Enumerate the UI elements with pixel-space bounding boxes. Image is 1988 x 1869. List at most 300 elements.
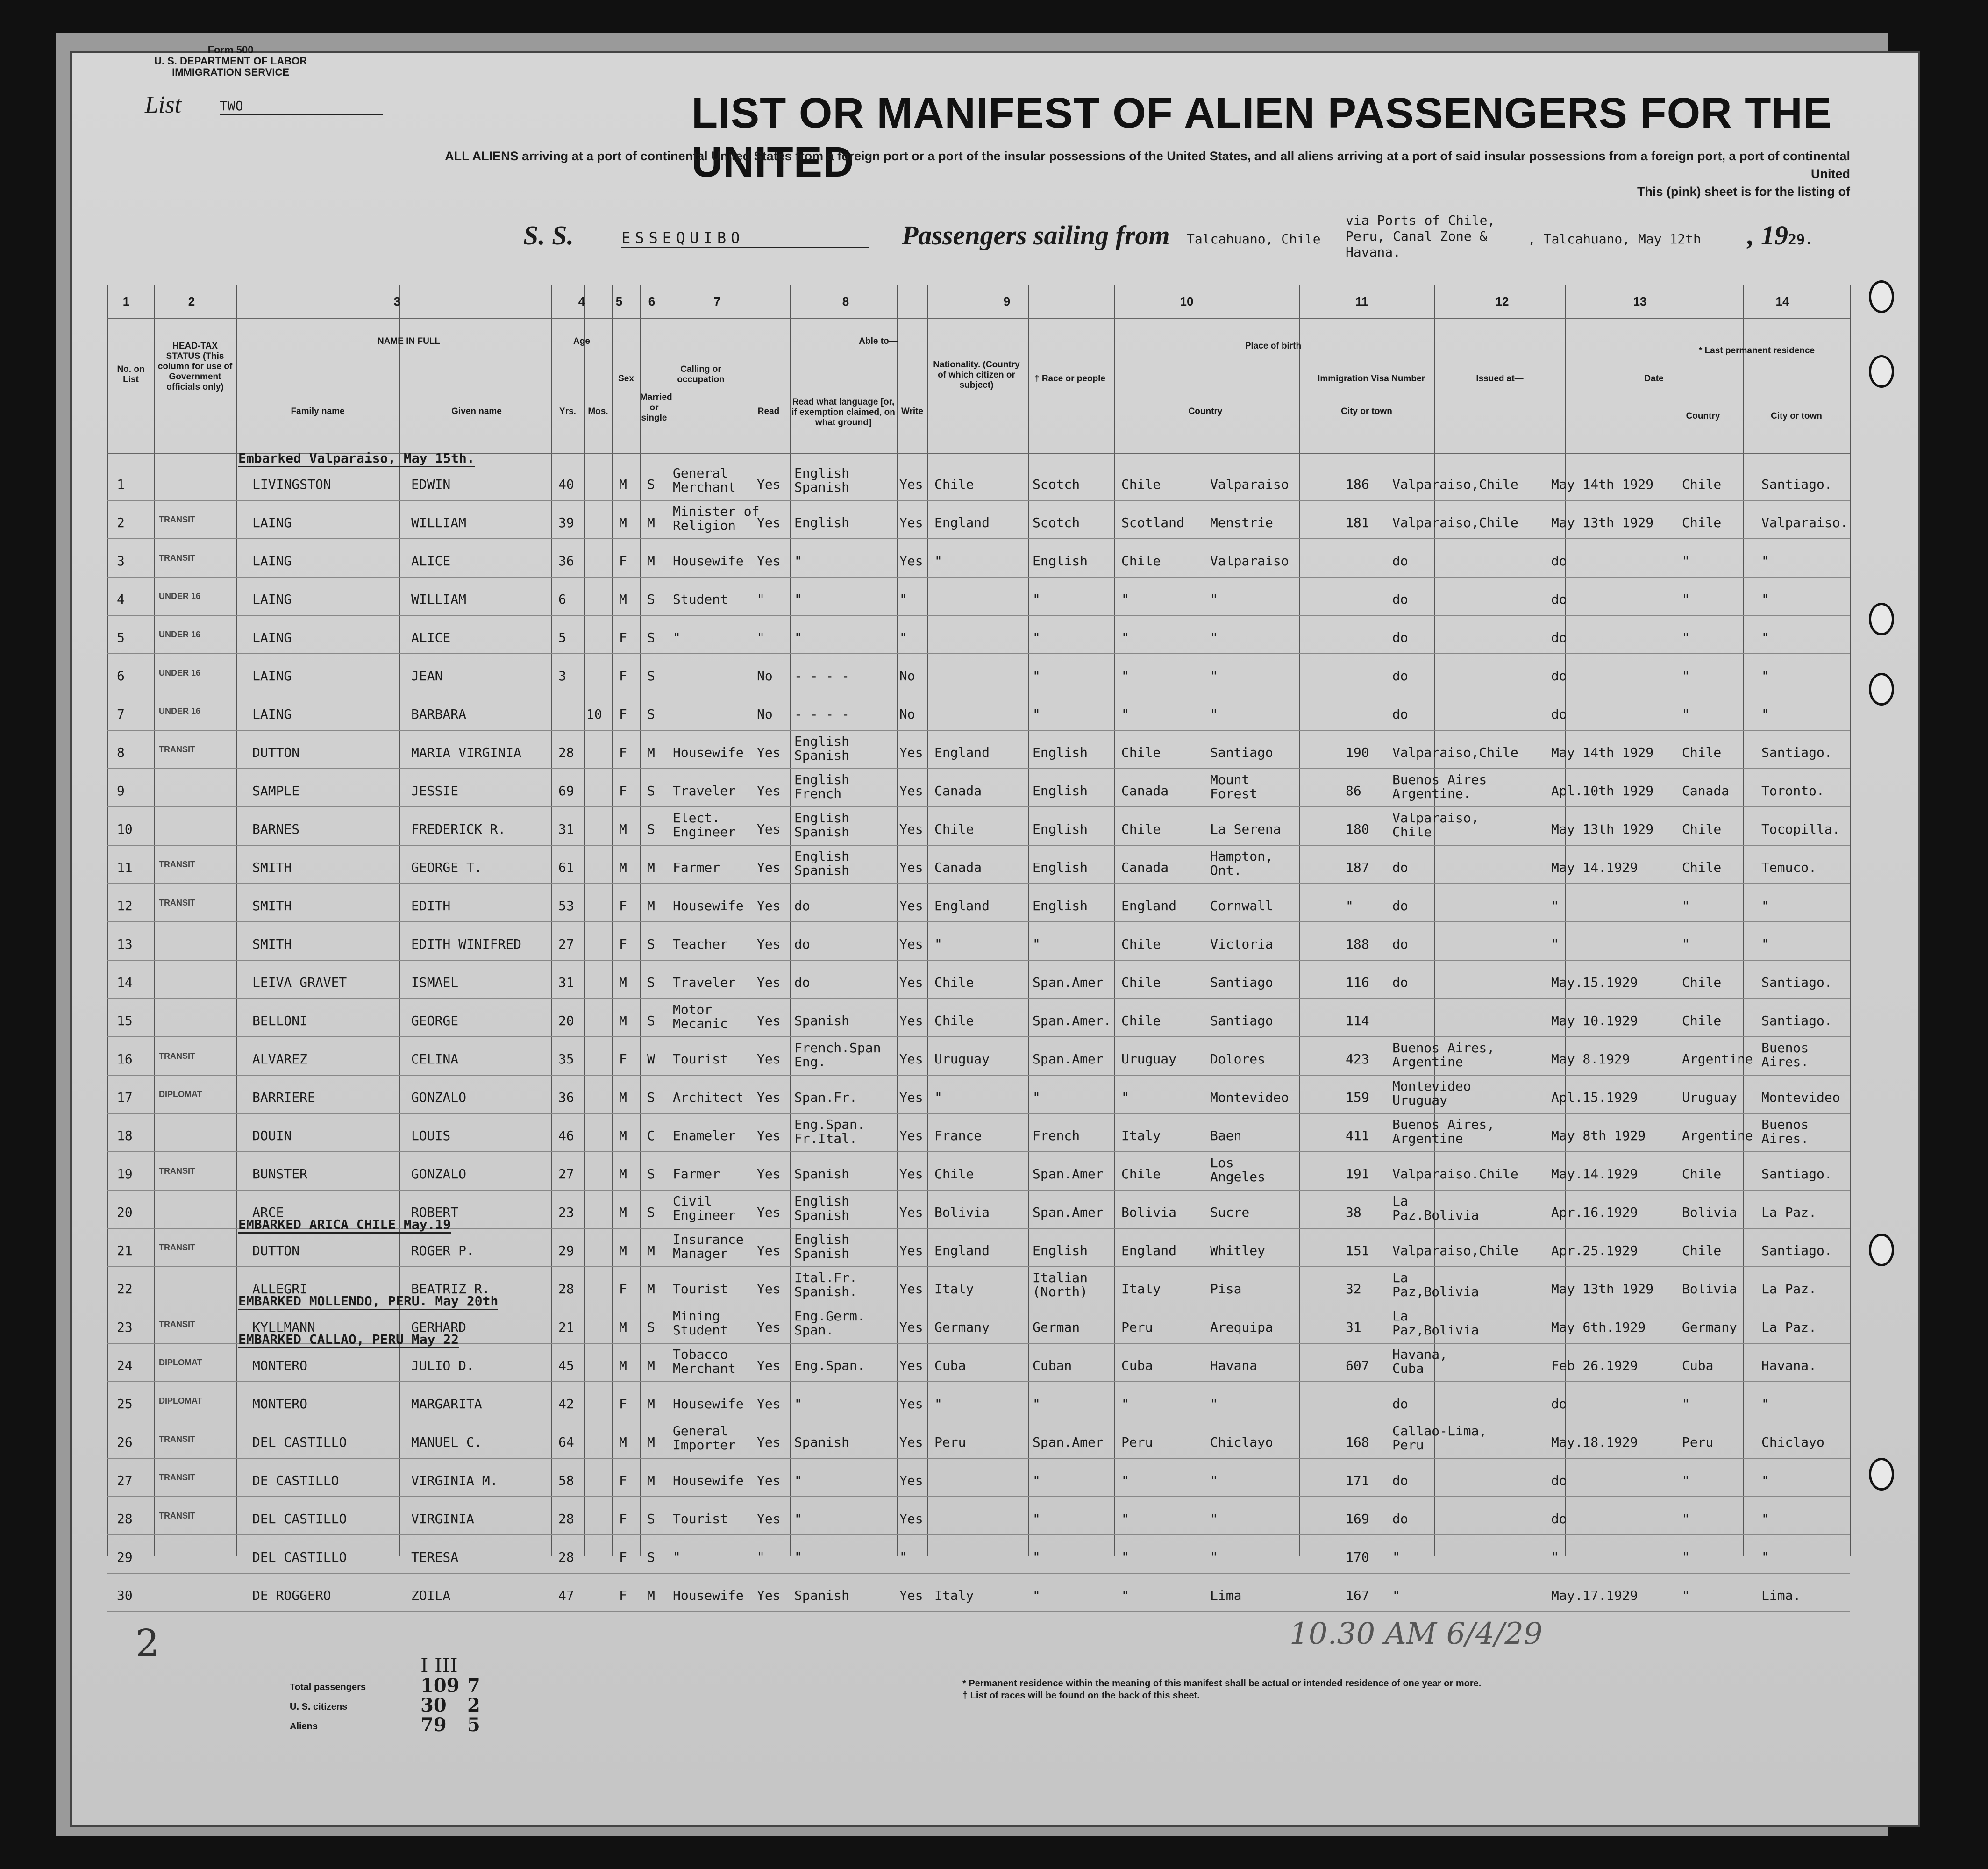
race: English [1033,821,1088,837]
race: Span.Amer [1033,1434,1104,1450]
age-years: 47 [558,1588,574,1603]
can-write: Yes [899,1588,923,1603]
head-tax-status: TRANSIT [159,1511,195,1520]
visa-date: May 6th.1929 [1551,1320,1646,1335]
birth-country: Canada [1121,860,1169,875]
age-months: 10 [586,706,602,722]
can-write: Yes [899,477,923,492]
can-read: Yes [757,1473,781,1488]
row-number: 15 [117,1013,133,1028]
sex: M [619,1166,627,1182]
residence-city: Santiago. [1761,975,1832,990]
residence-country: " [1682,936,1690,952]
issued-at: Valparaiso.Chile [1392,1166,1518,1182]
row-number: 29 [117,1549,133,1565]
family-name: SMITH [252,898,292,913]
age-years: 53 [558,898,574,913]
head-tax-status: TRANSIT [159,745,195,754]
residence-city: " [1761,668,1769,684]
header-family-name: Family name [291,407,345,416]
birth-country: " [1121,1090,1129,1105]
head-tax-status: DIPLOMAT [159,1396,202,1405]
table-row [107,616,1850,654]
residence-country: Peru [1682,1434,1714,1450]
sex: M [619,1243,627,1258]
residence-city: " [1761,1511,1769,1527]
nationality: France [934,1128,982,1143]
row-number: 6 [117,668,125,684]
visa-number: 31 [1346,1320,1361,1335]
visa-date: Apr.16.1929 [1551,1205,1638,1220]
row-number: 13 [117,936,133,952]
table-row [107,1497,1850,1535]
sex: M [619,515,627,530]
residence-city: " [1761,1396,1769,1412]
can-read: No [757,706,773,722]
issued-at: Havana, Cuba [1392,1347,1448,1376]
family-name: MONTERO [252,1396,308,1412]
given-name: LOUIS [411,1128,451,1143]
birth-city: Hampton, Ont. [1210,849,1273,878]
birth-country: Chile [1121,1166,1161,1182]
visa-number: " [1346,898,1354,913]
visa-date: do [1551,1511,1567,1527]
birth-city: Valparaiso [1210,553,1289,569]
occupation: Farmer [673,860,720,875]
read-language: " [794,553,802,569]
age-years: 6 [558,592,566,607]
binder-hole-icon [1869,280,1894,313]
visa-number: 423 [1346,1051,1369,1067]
family-name: LAING [252,515,292,530]
issued-at: do [1392,592,1408,607]
can-write: Yes [899,975,923,990]
marital-status: M [647,745,655,760]
sex: F [619,668,627,684]
given-name: ROGER P. [411,1243,474,1258]
given-name: CELINA [411,1051,459,1067]
header-sex: Sex [618,374,634,384]
nationality: " [934,553,942,569]
residence-city: Santiago. [1761,1013,1832,1028]
read-language: Spanish [794,1013,850,1028]
given-name: WILLIAM [411,515,467,530]
nationality: Bolivia [934,1205,990,1220]
read-language: " [794,1473,802,1488]
visa-date: May 8.1929 [1551,1051,1630,1067]
residence-city: Temuco. [1761,860,1817,875]
marital-status: M [647,1281,655,1297]
subtitle-line-1: ALL ALIENS arriving at a port of continental United States from a foreign port or a port of the insular possessions of the United States, and all aliens arriving at a port of said insular possessions from a foreign port, a port of continental United [445,149,1850,181]
header-issued-at: Issued at— [1476,374,1524,384]
can-write: No [899,706,915,722]
given-name: JESSIE [411,783,459,799]
marital-status: S [647,975,655,990]
family-name: LAING [252,592,292,607]
head-tax-status: UNDER 16 [159,668,201,678]
race: " [1033,1588,1040,1603]
occupation: Minister of Religion [673,504,760,533]
can-write: Yes [899,1013,923,1028]
given-name: FREDERICK R. [411,821,506,837]
read-language: " [794,630,802,645]
head-tax-status: DIPLOMAT [159,1358,202,1367]
can-write: Yes [899,898,923,913]
birth-country: " [1121,1473,1129,1488]
residence-country: Chile [1682,860,1722,875]
can-write: Yes [899,1166,923,1182]
head-tax-status: UNDER 16 [159,592,201,601]
can-read: Yes [757,477,781,492]
given-name: MARGARITA [411,1396,482,1412]
occupation: Housewife [673,745,744,760]
visa-number: 159 [1346,1090,1369,1105]
visa-number: 607 [1346,1358,1369,1373]
family-name: ALVAREZ [252,1051,308,1067]
header-res-city: City or town [1771,411,1822,421]
given-name: EDITH WINIFRED [411,936,522,952]
residence-city: " [1761,1473,1769,1488]
visa-date: " [1551,1549,1559,1565]
nationality: England [934,1243,990,1258]
visa-date: May.15.1929 [1551,975,1638,990]
marital-status: M [647,898,655,913]
sex: F [619,745,627,760]
given-name: ALICE [411,553,451,569]
marital-status: S [647,1166,655,1182]
footnote-residence: * Permanent residence within the meaning of this manifest shall be actual or intended residence of one year or more. [962,1678,1482,1689]
residence-city: Buenos Aires. [1761,1117,1809,1146]
residence-city: " [1761,936,1769,952]
birth-country: England [1121,898,1177,913]
given-name: WILLIAM [411,592,467,607]
nationality: Cuba [934,1358,966,1373]
issued-at: do [1392,898,1408,913]
family-name: ALLEGRI [252,1281,308,1297]
age-years: 61 [558,860,574,875]
marital-status: S [647,821,655,837]
given-name: GEORGE [411,1013,459,1028]
birth-city: Dolores [1210,1051,1266,1067]
age-years: 64 [558,1434,574,1450]
race: " [1033,592,1040,607]
header-last-residence: * Last permanent residence [1698,346,1815,356]
can-write: " [899,630,907,645]
can-write: " [899,1549,907,1565]
table-row [107,1076,1850,1114]
visa-number: 151 [1346,1243,1369,1258]
birth-country: " [1121,668,1129,684]
occupation: " [673,630,681,645]
head-tax-status: TRANSIT [159,1243,195,1252]
nationality: Germany [934,1320,990,1335]
residence-country: Chile [1682,745,1722,760]
race: English [1033,553,1088,569]
age-years: 42 [558,1396,574,1412]
header-married: Married or single [640,392,672,423]
inspector-signature-date: 10.30 AM 6/4/29 [1290,1617,1543,1651]
birth-country: " [1121,592,1129,607]
age-years: 31 [558,821,574,837]
birth-city: Sucre [1210,1205,1250,1220]
visa-date: do [1551,706,1567,722]
residence-city: Lima. [1761,1588,1801,1603]
header-nationality: Nationality. (Country of which citizen or subject) [933,360,1020,390]
birth-city: Valparaiso [1210,477,1289,492]
birth-city: " [1210,592,1218,607]
residence-city: Buenos Aires. [1761,1040,1809,1070]
residence-country: Cuba [1682,1358,1714,1373]
visa-date: May 14.1929 [1551,860,1638,875]
header-res-country: Country [1686,411,1720,421]
given-name: ZOILA [411,1588,451,1603]
family-name: DE ROGGERO [252,1588,331,1603]
head-tax-status: TRANSIT [159,1473,195,1482]
column-number: 11 [1355,294,1368,308]
nationality: Chile [934,1013,974,1028]
table-row [107,1152,1850,1191]
column-number: 8 [842,294,849,308]
read-language: do [794,898,810,913]
issued-at: do [1392,1473,1408,1488]
occupation: Housewife [673,898,744,913]
can-write: Yes [899,1281,923,1297]
row-number: 3 [117,553,125,569]
binder-hole-icon [1869,603,1894,635]
marital-status: M [647,553,655,569]
given-name: MANUEL C. [411,1434,482,1450]
given-name: BEATRIZ R. [411,1281,490,1297]
visa-number: 169 [1346,1511,1369,1527]
can-write: " [899,592,907,607]
visa-number: 187 [1346,860,1369,875]
read-language: Eng.Span. [794,1358,865,1373]
given-name: MARIA VIRGINIA [411,745,522,760]
footnotes [962,1677,1481,1702]
year [1747,220,1813,251]
residence-country: " [1682,668,1690,684]
birth-country: Chile [1121,821,1161,837]
birth-city: Whitley [1210,1243,1266,1258]
birth-city: " [1210,1549,1218,1565]
race: German [1033,1320,1080,1335]
nationality: Chile [934,975,974,990]
residence-city: La Paz. [1761,1205,1817,1220]
head-tax-status: TRANSIT [159,860,195,869]
age-years: 36 [558,1090,574,1105]
marital-status: S [647,630,655,645]
row-number: 21 [117,1243,133,1258]
sex: F [619,1051,627,1067]
occupation: Farmer [673,1166,720,1182]
birth-city: Lima [1210,1588,1242,1603]
read-language: English Spanish [794,1193,850,1223]
residence-country: Chile [1682,975,1722,990]
column-number: 9 [1003,294,1011,308]
read-language: Spanish [794,1588,850,1603]
row-number: 14 [117,975,133,990]
family-name: DOUIN [252,1128,292,1143]
age-years: 46 [558,1128,574,1143]
read-language: - - - - [794,706,850,722]
head-tax-status: TRANSIT [159,1051,195,1061]
given-name: JULIO D. [411,1358,474,1373]
residence-city: La Paz. [1761,1281,1817,1297]
residence-city: Valparaiso. [1761,515,1848,530]
race: " [1033,936,1040,952]
visa-number: 38 [1346,1205,1361,1220]
birth-country: " [1121,1511,1129,1527]
table-row [107,961,1850,999]
occupation: Traveler [673,783,736,799]
race: " [1033,1396,1040,1412]
visa-date: May 14th 1929 [1551,745,1654,760]
residence-country: Chile [1682,515,1722,530]
residence-city: " [1761,592,1769,607]
total-passengers-label: Total passengers [290,1682,366,1692]
birth-city: " [1210,1473,1218,1488]
read-language: English Spanish [794,1232,850,1261]
marital-status: S [647,1090,655,1105]
occupation: Student [673,592,728,607]
header-yrs: Yrs. [559,407,576,416]
birth-city: " [1210,630,1218,645]
visa-number: 181 [1346,515,1369,530]
issued-at: do [1392,860,1408,875]
row-number: 9 [117,783,125,799]
sex: F [619,1473,627,1488]
table-row [107,1229,1850,1267]
column-number: 2 [188,294,195,308]
can-read: Yes [757,1013,781,1028]
marital-status: W [647,1051,655,1067]
issued-at: do [1392,668,1408,684]
residence-country: Chile [1682,1166,1722,1182]
can-read: Yes [757,936,781,952]
visa-date: May.18.1929 [1551,1434,1638,1450]
visa-date: Feb 26.1929 [1551,1358,1638,1373]
race: Span.Amer [1033,1166,1104,1182]
age-years: 36 [558,553,574,569]
age-years: 28 [558,1549,574,1565]
issued-at: " [1392,1588,1400,1603]
can-write: Yes [899,515,923,530]
binder-hole-icon [1869,1234,1894,1266]
table-row [107,769,1850,807]
residence-country: Uruguay [1682,1090,1738,1105]
header-rule [107,318,1850,319]
nationality: Chile [934,477,974,492]
read-language: English [794,515,850,530]
race: " [1033,668,1040,684]
residence-country: " [1682,706,1690,722]
can-read: Yes [757,1511,781,1527]
marital-status: S [647,1549,655,1565]
visa-number: 191 [1346,1166,1369,1182]
family-name: DEL CASTILLO [252,1434,347,1450]
age-years: 45 [558,1358,574,1373]
can-write: Yes [899,1051,923,1067]
residence-city: Tocopilla. [1761,821,1840,837]
header-head-tax: HEAD-TAX STATUS (This column for use of Government officials only) [157,341,233,392]
marital-status: M [647,1434,655,1450]
head-tax-status: TRANSIT [159,1434,195,1444]
read-language: do [794,936,810,952]
issued-at: do [1392,630,1408,645]
nationality: Uruguay [934,1051,990,1067]
can-write: Yes [899,1358,923,1373]
marital-status: S [647,1205,655,1220]
issued-at: do [1392,706,1408,722]
nationality: " [934,1090,942,1105]
nationality: " [934,936,942,952]
residence-country: Chile [1682,821,1722,837]
birth-country: Canada [1121,783,1169,799]
age-years: 27 [558,1166,574,1182]
head-tax-status: DIPLOMAT [159,1090,202,1099]
head-tax-status: TRANSIT [159,553,195,563]
via-ports: via Ports of Chile, Peru, Canal Zone & Havana. [1346,213,1496,260]
visa-date: Apr.25.1929 [1551,1243,1638,1258]
embarkation-note: EMBARKED CALLAO, PERU May 22 [238,1332,459,1348]
race: " [1033,1511,1040,1527]
occupation: Housewife [673,553,744,569]
age-years: 29 [558,1243,574,1258]
issued-at: Buenos Aires, Argentine [1392,1117,1495,1146]
table-row [107,999,1850,1037]
marital-status: M [647,1243,655,1258]
issued-at: Buenos Aires Argentine. [1392,772,1487,801]
can-write: Yes [899,1205,923,1220]
read-language: " [794,1549,802,1565]
can-write: Yes [899,1128,923,1143]
birth-country: Cuba [1121,1358,1153,1373]
birth-country: Chile [1121,1013,1161,1028]
header-write: Write [901,407,924,416]
visa-number: 168 [1346,1434,1369,1450]
visa-date: May 13th 1929 [1551,1281,1654,1297]
can-read: Yes [757,745,781,760]
column-number: 5 [615,294,623,308]
issued-at: " [1392,1549,1400,1565]
residence-country: " [1682,1396,1690,1412]
residence-city: " [1761,1549,1769,1565]
nationality: England [934,898,990,913]
read-language: - - - - [794,668,850,684]
occupation: Civil Engineer [673,1193,736,1223]
can-read: " [757,592,765,607]
header-given-name: Given name [451,407,502,416]
race: English [1033,783,1088,799]
header-age: Age [573,336,590,346]
age-years: 23 [558,1205,574,1220]
embarkation-note: Embarked Valparaiso, May 15th. [238,450,475,467]
visa-date: Apl.10th 1929 [1551,783,1654,799]
age-years: 39 [558,515,574,530]
birth-country: Chile [1121,477,1161,492]
marital-status: S [647,1013,655,1028]
visa-date: May 14th 1929 [1551,477,1654,492]
read-language: Spanish [794,1434,850,1450]
row-rule [107,1611,1850,1612]
race: French [1033,1128,1080,1143]
row-number: 12 [117,898,133,913]
read-language: Ital.Fr. Spanish. [794,1270,857,1299]
embarkation-note: EMBARKED ARICA CHILE May.19 [238,1217,451,1234]
sex: F [619,630,627,645]
can-write: Yes [899,860,923,875]
occupation: Motor Mecanic [673,1002,728,1031]
